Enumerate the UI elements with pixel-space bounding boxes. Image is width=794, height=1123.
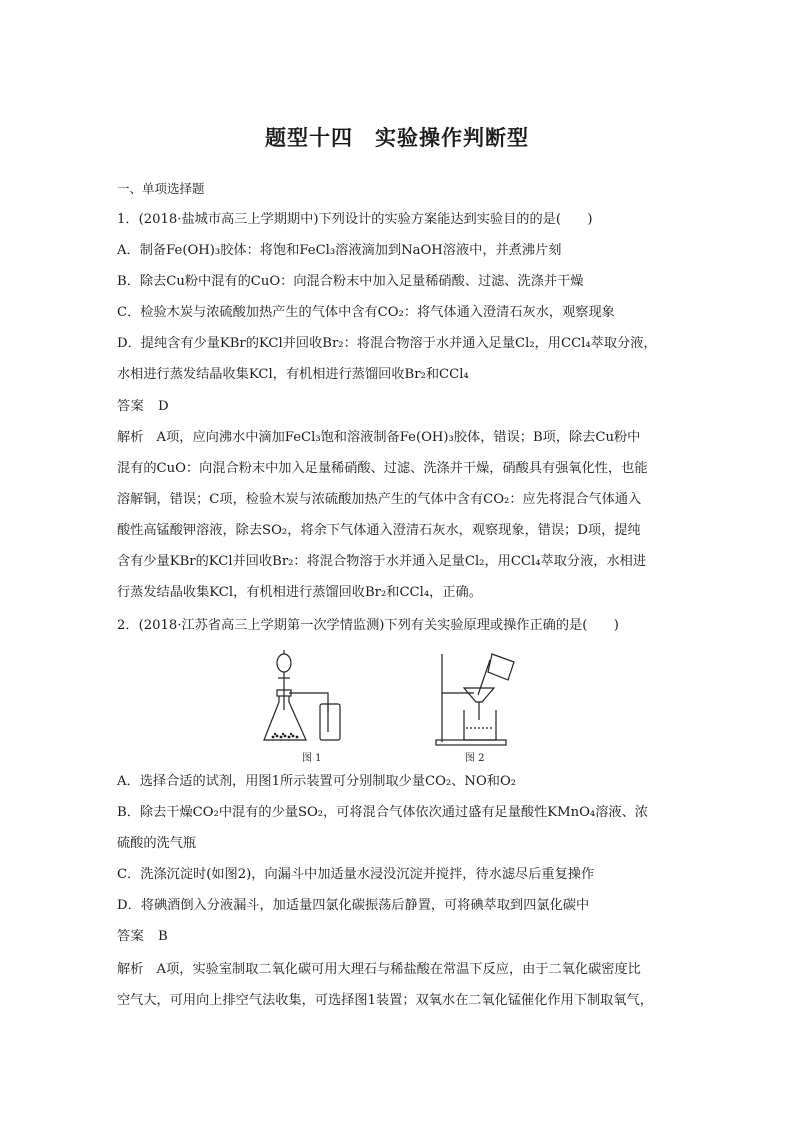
- q2-stem: 2．(2018·江苏省高三上学期第一次学情监测)下列有关实验原理或操作正确的是( ): [117, 618, 619, 633]
- q2-analysis-line: 空气大，可用向上排空气法收集，可选择图1装置；双氧水在二氧化锰催化作用下制取氧气，: [117, 993, 653, 1008]
- q1-stem: 1．(2018·盐城市高三上学期期中)下列设计的实验方案能达到实验目的的是( ): [117, 212, 593, 227]
- section-heading: 一、单项选择题: [117, 181, 205, 196]
- figure-2-apparatus: [432, 650, 532, 750]
- figure-1-label: 图 1: [302, 753, 322, 764]
- figure-1-apparatus: [258, 650, 358, 750]
- conical-flask: [264, 696, 306, 740]
- page-title: 题型十四 实验操作判断型: [265, 126, 529, 150]
- q1-answer: 答案 D: [117, 399, 170, 414]
- q1-analysis-line: 混有的CuO：向混合粉末中加入足量稀硝酸、过滤、洗涤并干燥，硝酸具有强氧化性，也能: [117, 461, 648, 476]
- q1-analysis-line: 含有少量KBr的KCl并回收Br₂：将混合物溶于水并通入足量Cl₂，用CCl₄萃取分液，水相进: [117, 554, 647, 569]
- q1-analysis-line: 解析 A项，应向沸水中滴加FeCl₃饱和溶液制备Fe(OH)₃胶体，错误；B项，除去Cu粉中: [117, 430, 641, 445]
- q1-option-c: C．检验木炭与浓硫酸加热产生的气体中含有CO₂：将气体通入澄清石灰水，观察现象: [117, 305, 615, 320]
- q2-answer: 答案 B: [117, 929, 169, 944]
- q1-analysis-line: 溶解铜，错误；C项，检验木炭与浓硫酸加热产生的气体中含有CO₂：应先将混合气体通入: [117, 492, 642, 507]
- q2-analysis-line: 解析 A项，实验室制取二氧化碳可用大理石与稀盐酸在常温下反应，由于二氧化碳密度比: [117, 962, 641, 977]
- q1-option-d: D．提纯含有少量KBr的KCl并回收Br₂：将混合物溶于水并通入足量Cl₂，用CCl₄萃取分液，: [117, 336, 657, 351]
- glass-rod: [478, 660, 490, 695]
- stand-base: [436, 740, 506, 745]
- pouring-beaker: [488, 654, 514, 680]
- q2-option-a: A．选择合适的试剂，用图1所示装置可分别制取少量CO₂、NO和O₂: [117, 774, 517, 789]
- q1-option-a: A．制备Fe(OH)₃胶体：将饱和FeCl₃溶液滴加到NaOH溶液中，并煮沸片刻: [117, 243, 562, 258]
- filter-funnel: [464, 688, 494, 702]
- receiving-beaker: [464, 710, 496, 740]
- figure-2-label: 图 2: [465, 753, 485, 764]
- q2-option-b: B．除去干燥CO₂中混有的少量SO₂，可将混合气体依次通过盛有足量酸性KMnO₄溶液、浓: [117, 805, 648, 820]
- q1-analysis-line: 行蒸发结晶收集KCl，有机相进行蒸馏回收Br₂和CCl₄，正确。: [117, 585, 482, 600]
- q1-option-b: B．除去Cu粉中混有的CuO：向混合粉末中加入足量稀硝酸、过滤、洗涤并干燥: [117, 274, 584, 289]
- q2-option-d: D．将碘酒倒入分液漏斗，加适量四氯化碳振荡后静置，可将碘萃取到四氯化碳中: [117, 898, 590, 913]
- q1-option-d-cont: 水相进行蒸发结晶收集KCl，有机相进行蒸馏回收Br₂和CCl₄: [117, 367, 469, 382]
- q1-analysis-line: 酸性高锰酸钾溶液，除去SO₂，将余下气体通入澄清石灰水，观察现象，错误；D项，提纯: [117, 523, 641, 538]
- q2-option-b-cont: 硫酸的洗气瓶: [117, 836, 197, 851]
- gas-bottle: [320, 704, 340, 740]
- q2-option-c: C．洗涤沉淀时(如图2)，向漏斗中加适量水浸没沉淀并搅拌，待水滤尽后重复操作: [117, 867, 595, 882]
- funnel-bulb: [277, 654, 291, 672]
